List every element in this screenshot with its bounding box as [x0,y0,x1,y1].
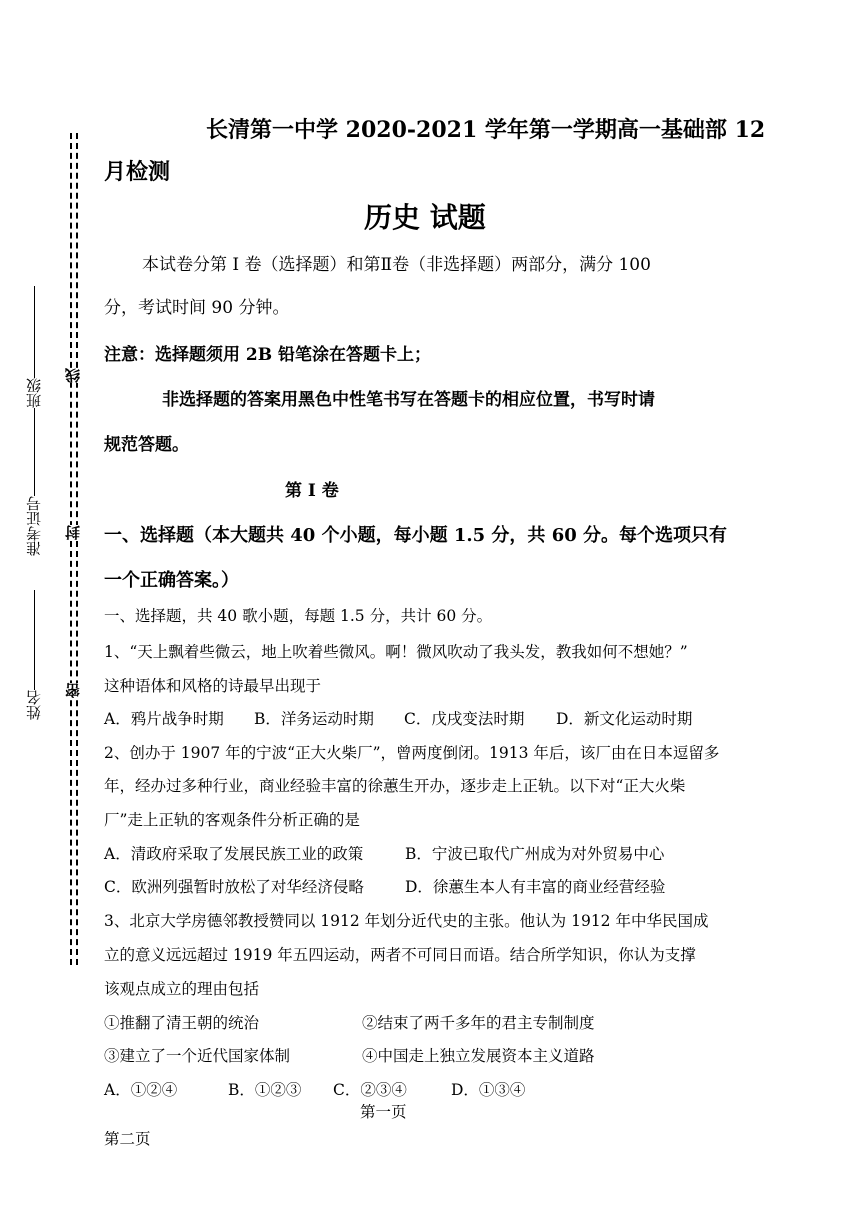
page-number-2: 第二页 [104,1130,151,1148]
question-2-line2: 年，经办过多种行业，商业经验丰富的徐蕙生开办，逐步走上正轨。以下对“正大火柴 [104,777,686,795]
question-1-option-b: B．洋务运动时期 [254,710,374,728]
question-3-option-a: A．①②④ [104,1081,178,1099]
name-fill-line [34,590,35,690]
question-1-option-d: D．新文化运动时期 [556,710,693,728]
class-fill-line [34,286,35,378]
notice-line1: 注意：选择题须用 2B 铅笔涂在答题卡上； [104,345,432,365]
exam-no-label: 准考证号 [25,496,43,556]
question-1-line2: 这种语体和风格的诗最早出现于 [104,677,322,695]
name-label: 姓名 [25,690,43,720]
question-3-option-b: B．①②③ [228,1081,302,1099]
question-2-option-d: D．徐蕙生本人有丰富的商业经营经验 [405,878,666,896]
question-1-option-c: C．戊戌变法时期 [404,710,525,728]
question-2-line1: 2、创办于 1907 年的宁波“正大火柴厂”，曾两度倒闭。1913 年后，该厂由在日本逗留多 [104,744,720,762]
question-3-item-1: ①推翻了清王朝的统治 [104,1014,260,1032]
volume-title: 第 I 卷 [285,481,339,501]
question-2-line3: 厂”走上正轨的客观条件分析正确的是 [104,811,360,829]
subject-title: 历史 试题 [364,201,486,234]
question-3-item-3: ③建立了一个近代国家体制 [104,1047,291,1065]
page-number-1: 第一页 [360,1103,407,1121]
question-3-line2: 立的意义远远超过 1919 年五四运动，两者不可同日而语。结合所学知识，你认为支撑 [104,946,696,964]
question-1-line1: 1、“天上飘着些微云，地上吹着些微风。啊！微风吹动了我头发，教我如何不想她？” [104,643,688,661]
question-2-option-c: C．欧洲列强暂时放松了对华经济侵略 [104,878,364,896]
section-title-line1: 一、选择题（本大题共 40 个小题，每小题 1.5 分，共 60 分。每个选项只有 [104,525,728,546]
seal-dashed-line [70,133,72,965]
question-3-item-2: ②结束了两千多年的君主专制制度 [362,1014,595,1032]
intro-line1: 本试卷分第 I 卷（选择题）和第Ⅱ卷（非选择题）两部分，满分 100 [142,255,651,275]
seal-word-secret: 密 [60,683,86,698]
seal-dashed-line [76,133,78,965]
exam-no-fill-line [34,408,35,496]
notice-line2: 非选择题的答案用黑色中性笔书写在答题卡的相应位置，书写时请 [162,390,655,410]
question-2-option-b: B．宁波已取代广州成为对外贸易中心 [405,845,665,863]
exam-title-line2: 月检测 [104,159,171,185]
class-label: 班级 [25,378,43,408]
question-2-option-a: A．清政府采取了发展民族工业的政策 [104,845,364,863]
section-subtitle: 一、选择题，共 40 歌小题，每题 1.5 分，共计 60 分。 [104,607,493,625]
question-3-line3: 该观点成立的理由包括 [104,980,260,998]
exam-title-line1: 长清第一中学 2020-2021 学年第一学期高一基础部 12 [206,117,766,143]
seal-word-seal: 封 [60,525,86,540]
question-1-option-a: A．鸦片战争时期 [104,710,224,728]
question-3-option-c: C．②③④ [333,1081,407,1099]
notice-line3: 规范答题。 [104,435,189,455]
seal-word-line: 线 [60,368,86,383]
question-3-item-4: ④中国走上独立发展资本主义道路 [362,1047,595,1065]
question-3-line1: 3、北京大学房德邻教授赞同以 1912 年划分近代史的主张。他认为 1912 年中华民国成 [104,912,709,930]
question-3-option-d: D．①③④ [451,1081,526,1099]
section-title-line2: 一个正确答案。） [104,570,239,591]
intro-line2: 分，考试时间 90 分钟。 [104,298,290,318]
